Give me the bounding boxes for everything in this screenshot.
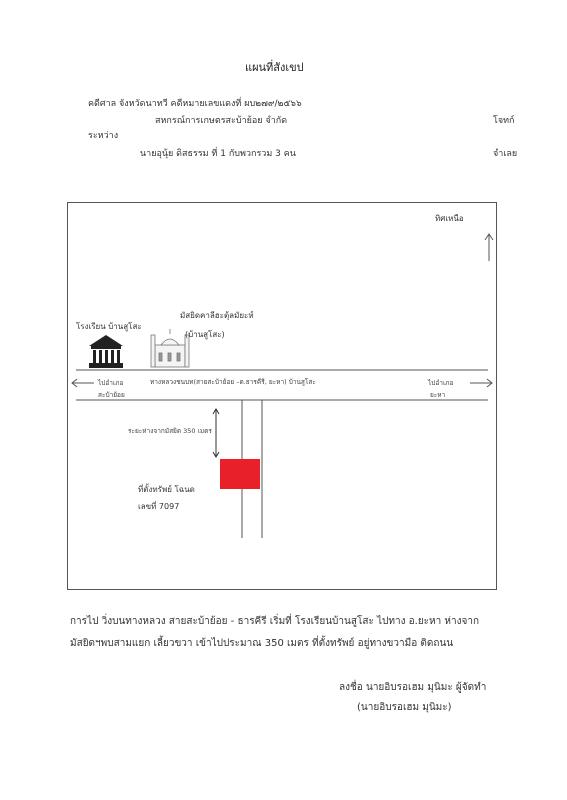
mosque-icon bbox=[151, 329, 189, 367]
directions-line2: มัสยิดฯพบสามแยก เลี้ยวขวา เข้าไปประมาณ 350 เมตร ที่ตั้งทรัพย์ อยู่ทางขวามือ ติดถนน bbox=[70, 638, 454, 649]
property-label-line2: เลขที่ 7097 bbox=[138, 502, 180, 511]
defendant-role: จำเลย bbox=[493, 149, 518, 159]
directions-line1: การไป วิ่งบนทางหลวง สายสะบ้าย้อย - ธารคีรี เริ่มที่ โรงเรียนบ้านสูโสะ ไปทาง อ.ยะหา ห่างจาก bbox=[70, 616, 480, 627]
left-direction-line1: ไปอำเภอ bbox=[98, 379, 124, 387]
property-label-line1: ที่ตั้งทรัพย์ โฉนด bbox=[138, 485, 195, 494]
distance-label: ระยะห่างจากมัสยิด 350 เมตร bbox=[128, 427, 212, 435]
plaintiff-name: สหกรณ์การเกษตรสะบ้าย้อย จำกัด bbox=[155, 116, 288, 126]
court-case-line: คดีศาล จังหวัดนาทวี คดีหมายเลขแดงที่ ผบ๒๗๙/๒๕๖๖ bbox=[88, 99, 302, 109]
school-building-icon bbox=[89, 335, 123, 368]
left-direction-line2: สะบ้าย้อย bbox=[98, 391, 125, 399]
map-frame bbox=[67, 202, 497, 590]
road-label: ทางหลวงชนบท(สายสะบ้าย้อย –ต.ธารคีรี, ยะหา) บ้านสูโสะ bbox=[150, 378, 316, 386]
mosque-label-line2: (บ้านสูโสะ) bbox=[185, 330, 225, 339]
property-location-marker bbox=[220, 459, 260, 489]
signature-name: (นายอิบรอเฮม มุนิมะ) bbox=[357, 702, 452, 713]
defendant-name: นายอุนุ้ย ดิสธรรม ที่ 1 กับพวกรวม 3 คน bbox=[140, 149, 296, 159]
signature-line: ลงชื่อ นายอิบรอเฮม มุนิมะ ผู้จัดทำ bbox=[339, 682, 487, 693]
plaintiff-role: โจทก์ bbox=[493, 116, 515, 126]
between-label: ระหว่าง bbox=[88, 131, 119, 141]
mosque-label-line1: มัสยิดคาลีฮะตุ้ลมัยะห์ bbox=[180, 311, 254, 320]
right-direction-line1: ไปอำเภอ bbox=[428, 379, 454, 387]
document-title: แผนที่สังเขป bbox=[245, 61, 304, 74]
north-label: ทิศเหนือ bbox=[435, 214, 464, 223]
school-label: โรงเรียน บ้านสูโสะ bbox=[76, 322, 142, 331]
right-direction-line2: ยะหา bbox=[430, 391, 446, 399]
